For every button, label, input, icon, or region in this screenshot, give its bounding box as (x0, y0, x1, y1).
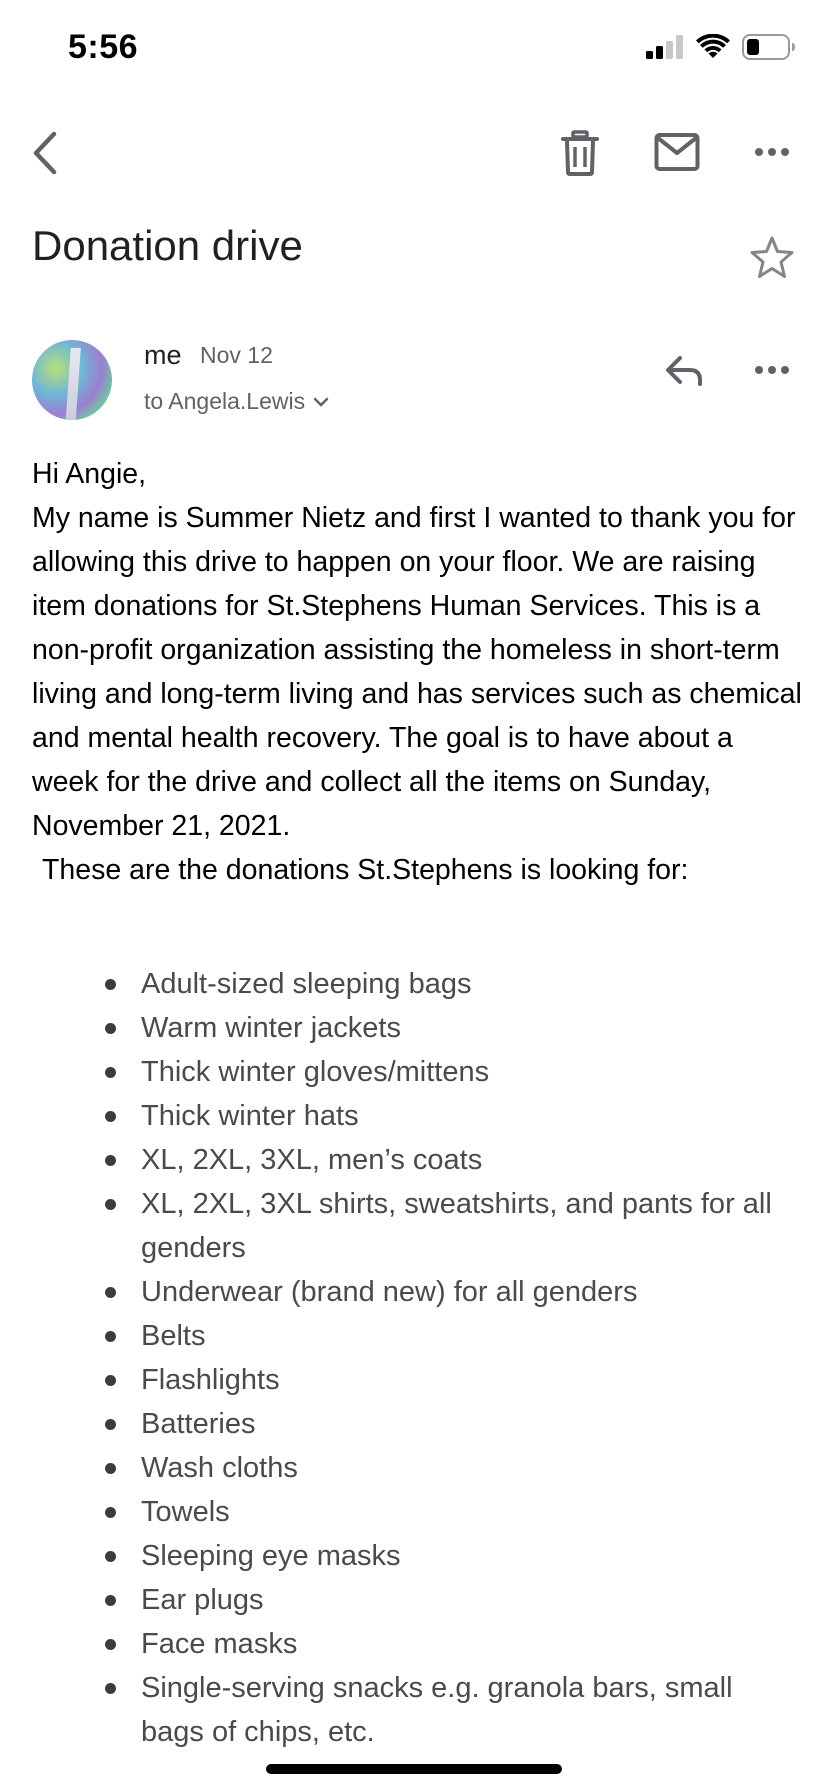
greeting: Hi Angie, (32, 458, 147, 490)
sender-row (0, 330, 828, 430)
list-item: Wash cloths (141, 1446, 801, 1490)
body-paragraph: My name is Summer Nietz and first I wanted to thank you for allowing this drive to happen on your floor. We are raising item donations for St.Stephens Human Services. This is a non-profit organization assisting the homeless in short-term living and long-term living and has services such as chemical and mental health recovery. The goal is to have about a week for the drive and collect all the items on Sunday, November 21, 2021. (32, 502, 802, 842)
list-item: Batteries (141, 1402, 801, 1446)
back-icon[interactable] (26, 128, 66, 178)
home-indicator[interactable] (266, 1764, 562, 1774)
list-item: Thick winter hats (141, 1094, 801, 1138)
more-icon[interactable] (754, 140, 790, 164)
list-item: Single-serving snacks e.g. granola bars, small bags of chips, etc. (141, 1666, 801, 1754)
cellular-signal-icon (646, 35, 684, 59)
reply-icon[interactable] (664, 350, 704, 390)
status-time: 5:56 (68, 28, 139, 66)
list-item: Sleeping eye masks (141, 1534, 801, 1578)
sender-date: Nov 12 (200, 342, 273, 368)
recipient-label: to Angela.Lewis (144, 388, 306, 414)
donation-list (141, 962, 801, 1754)
list-item: Adult-sized sleeping bags (141, 962, 801, 1006)
list-item: Warm winter jackets (141, 1006, 801, 1050)
wifi-icon (696, 34, 730, 60)
mail-icon[interactable] (654, 132, 700, 172)
email-toolbar (0, 120, 828, 184)
avatar-image (65, 348, 81, 420)
list-item: XL, 2XL, 3XL, men’s coats (141, 1138, 801, 1182)
list-item: Ear plugs (141, 1578, 801, 1622)
list-intro: These are the donations St.Stephens is looking for: (42, 854, 689, 886)
list-item: Thick winter gloves/mittens (141, 1050, 801, 1094)
status-icons (646, 34, 796, 60)
list-item: Belts (141, 1314, 801, 1358)
list-item: Underwear (brand new) for all genders (141, 1270, 801, 1314)
email-body (32, 452, 802, 892)
chevron-down-icon (313, 396, 329, 408)
status-bar (0, 0, 828, 100)
star-icon[interactable] (748, 234, 796, 282)
battery-icon (742, 34, 796, 60)
email-subject: Donation drive (32, 222, 303, 269)
list-item: Towels (141, 1490, 801, 1534)
message-more-icon[interactable] (754, 358, 790, 382)
trash-icon[interactable] (560, 130, 600, 176)
avatar[interactable] (32, 340, 112, 420)
recipient-details[interactable] (144, 388, 329, 415)
sender-name: me (144, 340, 182, 370)
list-item: Face masks (141, 1622, 801, 1666)
list-item: XL, 2XL, 3XL shirts, sweatshirts, and pants for all genders (141, 1182, 801, 1270)
list-item: Flashlights (141, 1358, 801, 1402)
